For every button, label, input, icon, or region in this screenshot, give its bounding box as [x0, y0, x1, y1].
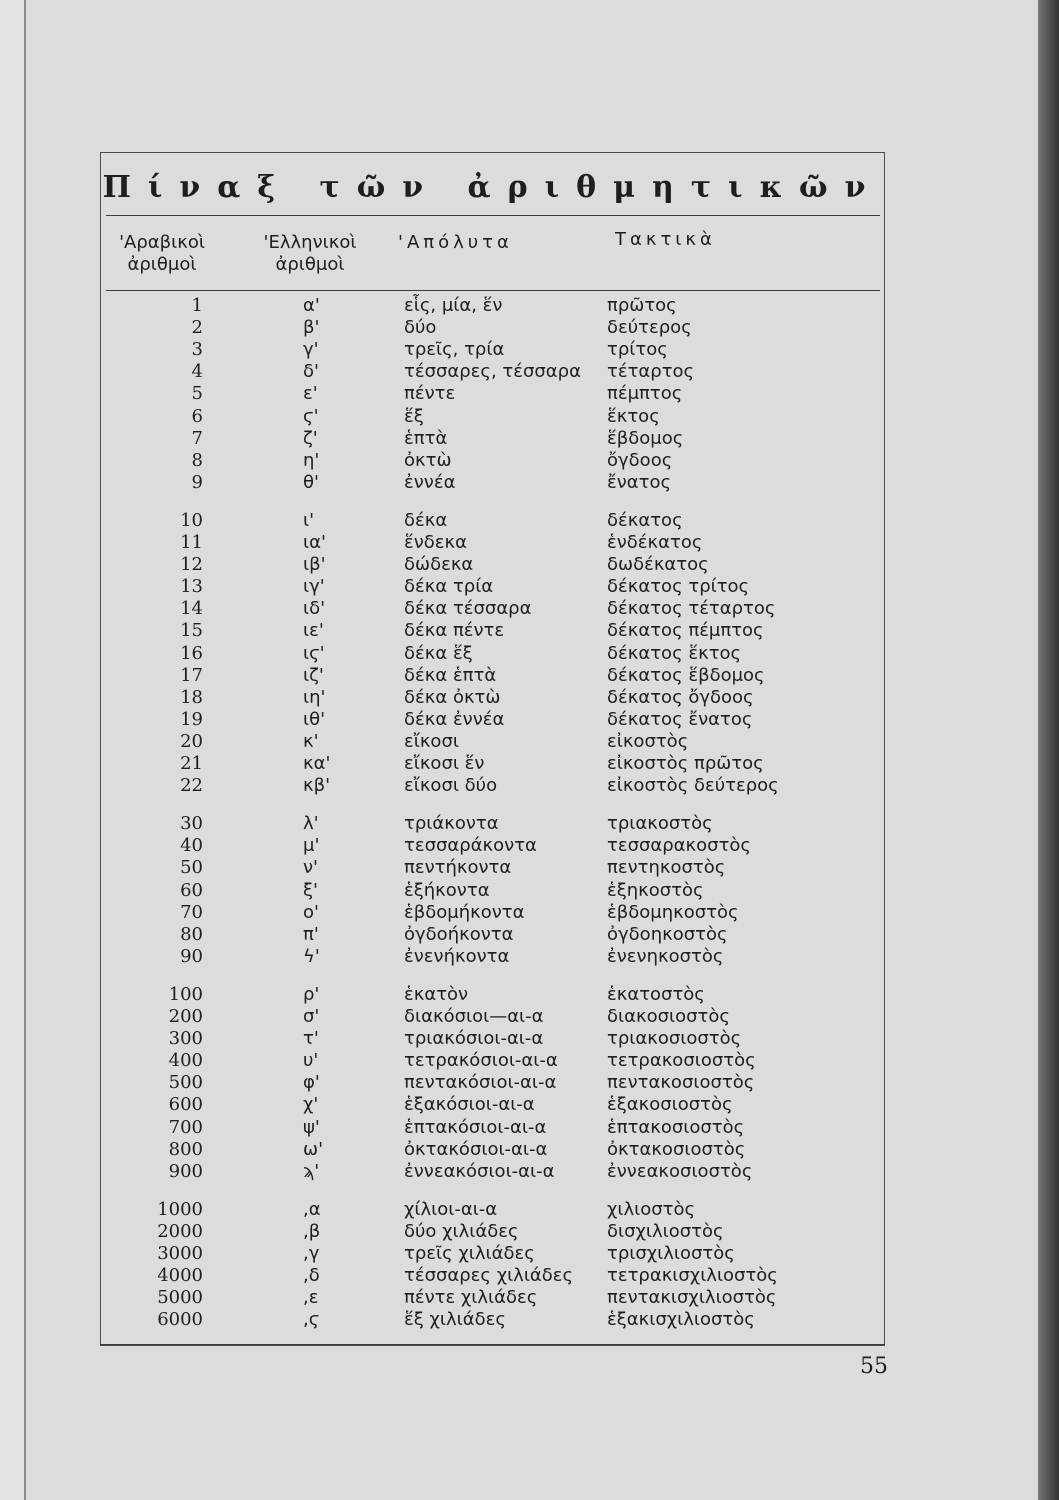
absolute-numeral: δέκα πέντε [404, 620, 505, 642]
header-ordinal: Τακτικὰ [615, 229, 716, 250]
absolute-numeral: ἑξήκοντα [404, 879, 490, 901]
greek-numeral: ρ' [303, 983, 320, 1005]
ordinal-numeral: τριακοστὸς [607, 813, 713, 835]
arabic-numeral: 21 [180, 753, 203, 774]
arabic-numeral: 1 [191, 295, 203, 316]
ordinal-numeral: ἑνδέκατος [607, 532, 703, 553]
ordinal-numeral: ἕβδομος [607, 427, 684, 449]
arabic-numeral: 8 [191, 449, 203, 471]
arabic-numeral: 2000 [157, 1220, 203, 1242]
absolute-numeral: ἕξ [404, 405, 424, 427]
arabic-numeral: 11 [180, 532, 203, 553]
arabic-numeral: 3 [191, 339, 203, 361]
ordinal-numeral: ἑξηκοστὸς [607, 879, 704, 901]
ordinal-numeral: τρισχιλιοστὸς [607, 1243, 735, 1264]
header-greek-line2: ἀριθμοὶ [275, 254, 345, 275]
previous-page-edge [0, 0, 26, 1500]
greek-numeral: ιϛ' [303, 642, 325, 664]
header-divider [106, 290, 880, 291]
absolute-numeral: δέκα τέσσαρα [404, 598, 532, 620]
arabic-numeral: 70 [180, 901, 203, 923]
greek-numeral: ϛ' [303, 405, 319, 427]
arabic-numeral: 80 [180, 923, 203, 945]
greek-numeral: α' [303, 295, 320, 316]
header-greek [255, 232, 365, 276]
ordinal-numeral: ἔνατος [607, 471, 672, 493]
absolute-numeral: δέκα ἑπτὰ [404, 664, 497, 686]
header-arabic-line1: 'Αραβικοὶ [119, 232, 205, 253]
absolute-numeral: δέκα [404, 509, 448, 531]
greek-numeral: ϟ' [303, 945, 320, 967]
absolute-numeral: δέκα ἐννέα [404, 708, 505, 730]
absolute-numeral: ἐννεακόσιοι-αι-α [404, 1160, 555, 1182]
greek-numeral: η' [303, 449, 320, 471]
arabic-numeral: 17 [180, 664, 203, 686]
absolute-numeral: δέκα ὀκτὼ [404, 686, 501, 708]
absolute-numeral: τρεῖς χιλιάδες [404, 1243, 535, 1264]
absolute-numeral: εἴκοσι [404, 730, 459, 752]
greek-numeral: τ' [303, 1028, 319, 1050]
absolute-numeral: πεντακόσιοι-αι-α [404, 1072, 557, 1094]
greek-numeral: π' [303, 923, 319, 945]
ordinal-numeral: ὀγδοηκοστὸς [607, 923, 728, 945]
greek-numeral: ο' [303, 901, 319, 923]
absolute-numeral: δώδεκα [404, 554, 474, 576]
absolute-numeral: ὀκτὼ [404, 449, 452, 471]
ordinal-numeral: δέκατος τέταρτος [607, 598, 776, 620]
greek-numeral: ,δ [303, 1265, 320, 1287]
arabic-numeral: 5000 [157, 1287, 203, 1309]
absolute-numeral: ὀκτακόσιοι-αι-α [404, 1138, 548, 1160]
ordinal-numeral: διακοσιοστὸς [607, 1006, 730, 1027]
arabic-numeral: 40 [180, 835, 203, 857]
ordinal-numeral: πεντακοσιοστὸς [607, 1072, 755, 1094]
arabic-numeral: 100 [168, 983, 203, 1005]
ordinal-numeral: δέκατος τρίτος [607, 576, 750, 598]
greek-numeral: κ' [303, 730, 319, 752]
arabic-numeral: 7 [191, 427, 203, 449]
ordinal-numeral: ἑξακοσιοστὸς [607, 1094, 733, 1116]
greek-numeral: ιθ' [303, 708, 326, 730]
arabic-numeral: 12 [180, 554, 203, 576]
greek-numeral: ,ϛ [303, 1309, 320, 1331]
greek-numeral: ε' [303, 383, 318, 405]
ordinal-numeral: δέκατος ἕκτος [607, 642, 742, 664]
greek-numeral: κα' [303, 753, 331, 774]
ordinal-numeral: ὄγδοος [607, 449, 673, 471]
greek-numeral: ιζ' [303, 664, 324, 686]
title-divider [106, 215, 880, 216]
absolute-numeral: εἴκοσι ἕν [404, 753, 485, 774]
ordinal-numeral: ἑπτακοσιοστὸς [607, 1116, 745, 1138]
absolute-numeral: ἐννέα [404, 471, 456, 493]
ordinal-numeral: τεσσαρακοστὸς [607, 835, 751, 857]
absolute-numeral: πέντε χιλιάδες [404, 1287, 538, 1309]
arabic-numeral: 10 [180, 509, 203, 531]
absolute-numeral: τρεῖς, τρία [404, 339, 505, 361]
arabic-numeral: 800 [168, 1138, 203, 1160]
absolute-numeral: ἐνενήκοντα [404, 945, 510, 967]
ordinal-numeral: τετρακοσιοστὸς [607, 1050, 756, 1072]
greek-numeral: ϡ' [303, 1160, 320, 1182]
bottom-divider [100, 1344, 885, 1345]
greek-numeral: ,α [303, 1198, 321, 1220]
greek-numeral: υ' [303, 1050, 319, 1072]
greek-numeral: ω' [303, 1138, 324, 1160]
absolute-numeral: τέσσαρες, τέσσαρα [404, 361, 581, 383]
absolute-numeral: δέκα ἕξ [404, 642, 473, 664]
absolute-numeral: τριακόσιοι-αι-α [404, 1028, 544, 1050]
header-arabic-line2: ἀριθμοὶ [127, 254, 197, 275]
ordinal-numeral: πρῶτος [607, 295, 677, 316]
greek-numeral: λ' [303, 813, 319, 835]
absolute-numeral: ἑβδομήκοντα [404, 901, 525, 923]
header-greek-line1: 'Ελληνικοὶ [263, 232, 357, 253]
absolute-numeral: ὀγδοήκοντα [404, 923, 514, 945]
arabic-numeral: 900 [168, 1160, 203, 1182]
arabic-numeral: 16 [180, 642, 203, 664]
ordinal-numeral: τέταρτος [607, 361, 695, 383]
greek-numeral: ιβ' [303, 554, 326, 576]
ordinal-numeral: πέμπτος [607, 383, 683, 405]
absolute-numeral: ἑπτακόσιοι-αι-α [404, 1116, 547, 1138]
absolute-numeral: εἴκοσι δύο [404, 775, 498, 797]
arabic-numeral: 9 [191, 471, 203, 493]
greek-numeral: ,ε [303, 1287, 319, 1309]
ordinal-numeral: τρίτος [607, 339, 668, 361]
ordinal-numeral: πεντηκοστὸς [607, 857, 726, 879]
arabic-numeral: 14 [180, 598, 203, 620]
ordinal-numeral: δέκατος ἔνατος [607, 708, 753, 730]
arabic-numeral: 4 [191, 361, 203, 383]
arabic-numeral: 6000 [157, 1309, 203, 1331]
greek-numeral: κβ' [303, 775, 331, 797]
arabic-numeral: 400 [168, 1050, 203, 1072]
header-arabic [112, 232, 212, 276]
greek-numeral: ια' [303, 532, 326, 553]
absolute-numeral: τέσσαρες χιλιάδες [404, 1265, 574, 1287]
greek-numeral: θ' [303, 471, 319, 493]
absolute-numeral: ἑπτὰ [404, 427, 448, 449]
greek-numeral: χ' [303, 1094, 319, 1116]
ordinal-numeral: δωδέκατος [607, 554, 709, 576]
page-number: 55 [860, 1354, 888, 1379]
absolute-numeral: διακόσιοι—αι-α [404, 1006, 544, 1027]
absolute-numeral: εἷς, μία, ἕν [404, 295, 503, 316]
arabic-numeral: 22 [180, 775, 203, 797]
greek-numeral: ιε' [303, 620, 324, 642]
absolute-numeral: δέκα τρία [404, 576, 494, 598]
ordinal-numeral: δέκατος ἕβδομος [607, 664, 765, 686]
absolute-numeral: δύο χιλιάδες [404, 1220, 519, 1242]
greek-numeral: δ' [303, 361, 319, 383]
absolute-numeral: τεσσαράκοντα [404, 835, 537, 857]
arabic-numeral: 2 [191, 317, 203, 339]
greek-numeral: μ' [303, 835, 320, 857]
greek-numeral: σ' [303, 1006, 320, 1027]
absolute-numeral: ἑκατὸν [404, 983, 469, 1005]
greek-numeral: ψ' [303, 1116, 320, 1138]
ordinal-numeral: δεύτερος [607, 317, 692, 339]
header-absolute: 'Απόλυτα [398, 232, 513, 253]
absolute-numeral: πέντε [404, 383, 456, 405]
arabic-numeral: 13 [180, 576, 203, 598]
absolute-numeral: ἕξ χιλιάδες [404, 1309, 506, 1331]
ordinal-numeral: ἑξακισχιλιοστὸς [607, 1309, 755, 1331]
ordinal-numeral: ἑκατοστὸς [607, 983, 705, 1005]
page-edge-shadow [1038, 0, 1059, 1500]
arabic-numeral: 3000 [157, 1243, 203, 1264]
arabic-numeral: 5 [191, 383, 203, 405]
absolute-numeral: χίλιοι-αι-α [404, 1198, 498, 1220]
absolute-numeral: ἑξακόσιοι-αι-α [404, 1094, 535, 1116]
arabic-numeral: 19 [180, 708, 203, 730]
ordinal-numeral: ἐνενηκοστὸς [607, 945, 724, 967]
arabic-numeral: 700 [168, 1116, 203, 1138]
greek-numeral: γ' [303, 339, 319, 361]
ordinal-numeral: τριακοσιοστὸς [607, 1028, 742, 1050]
greek-numeral: ,γ [303, 1243, 320, 1264]
absolute-numeral: τριάκοντα [404, 813, 499, 835]
greek-numeral: ξ' [303, 879, 318, 901]
page-title: Πίναξ τῶν ἀριθμητικῶν [102, 170, 883, 205]
arabic-numeral: 18 [180, 686, 203, 708]
greek-numeral: φ' [303, 1072, 320, 1094]
greek-numeral: ιγ' [303, 576, 325, 598]
arabic-numeral: 4000 [157, 1265, 203, 1287]
ordinal-numeral: χιλιοστὸς [607, 1198, 696, 1220]
arabic-numeral: 300 [168, 1028, 203, 1050]
absolute-numeral: πεντήκοντα [404, 857, 512, 879]
arabic-numeral: 60 [180, 879, 203, 901]
arabic-numeral: 200 [168, 1006, 203, 1027]
ordinal-numeral: δέκατος πέμπτος [607, 620, 764, 642]
ordinal-numeral: ἑβδομηκοστὸς [607, 901, 739, 923]
greek-numeral: ιδ' [303, 598, 326, 620]
ordinal-numeral: ὀκτακοσιοστὸς [607, 1138, 746, 1160]
ordinal-numeral: τετρακισχιλιοστὸς [607, 1265, 778, 1287]
ordinal-numeral: ἐννεακοσιοστὸς [607, 1160, 753, 1182]
arabic-numeral: 500 [168, 1072, 203, 1094]
greek-numeral: β' [303, 317, 320, 339]
arabic-numeral: 15 [180, 620, 203, 642]
greek-numeral: ι' [303, 509, 315, 531]
absolute-numeral: δύο [404, 317, 437, 339]
greek-numeral: ,β [303, 1220, 321, 1242]
arabic-numeral: 1000 [157, 1198, 203, 1220]
arabic-numeral: 6 [191, 405, 203, 427]
arabic-numeral: 600 [168, 1094, 203, 1116]
greek-numeral: ιη' [303, 686, 326, 708]
ordinal-numeral: ἕκτος [607, 405, 660, 427]
absolute-numeral: ἕνδεκα [404, 532, 467, 553]
ordinal-numeral: εἰκοστὸς [607, 730, 689, 752]
ordinal-numeral: δισχιλιοστὸς [607, 1220, 724, 1242]
arabic-numeral: 20 [180, 730, 203, 752]
arabic-numeral: 30 [180, 813, 203, 835]
ordinal-numeral: εἰκοστὸς δεύτερος [607, 775, 779, 797]
ordinal-numeral: δέκατος [607, 509, 683, 531]
ordinal-numeral: πεντακισχιλιοστὸς [607, 1287, 777, 1309]
arabic-numeral: 50 [180, 857, 203, 879]
arabic-numeral: 90 [180, 945, 203, 967]
greek-numeral: ν' [303, 857, 319, 879]
ordinal-numeral: δέκατος ὄγδοος [607, 686, 754, 708]
ordinal-numeral: εἰκοστὸς πρῶτος [607, 753, 764, 774]
absolute-numeral: τετρακόσιοι-αι-α [404, 1050, 558, 1072]
greek-numeral: ζ' [303, 427, 318, 449]
